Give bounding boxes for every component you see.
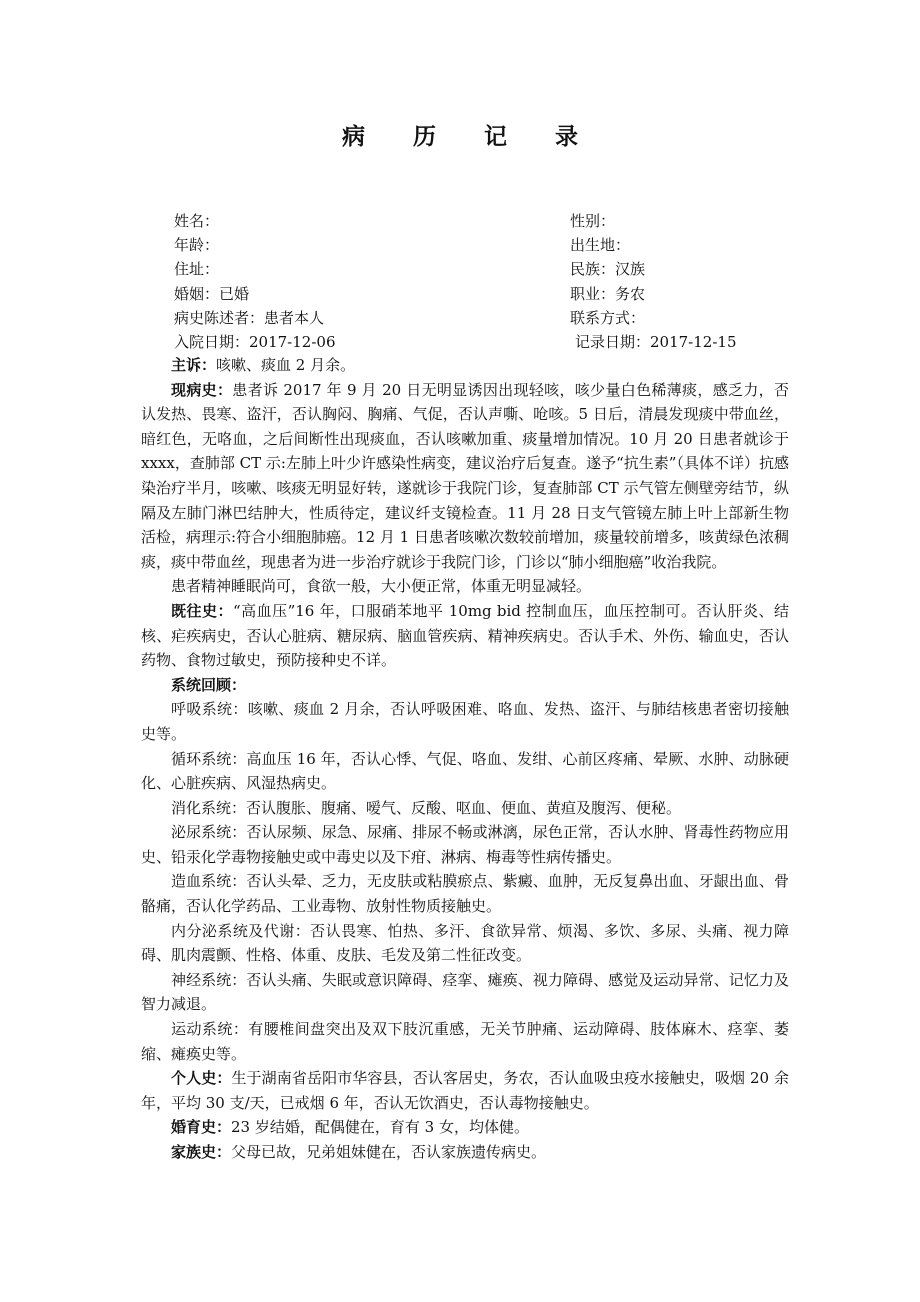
system-review-heading: 系统回顾： bbox=[171, 675, 247, 694]
marital-history-label: 婚育史： bbox=[171, 1118, 232, 1137]
patient-info-block bbox=[174, 209, 794, 354]
info-row bbox=[174, 233, 794, 257]
chief-complaint bbox=[141, 353, 789, 378]
respiratory-system: 呼吸系统：咳嗽、痰血 2 月余，否认呼吸困难、咯血、发热、盗汗、与肺结核患者密切接触史等。 bbox=[141, 700, 789, 743]
marriage-field: 婚姻：已婚 bbox=[174, 284, 250, 303]
record-date-field: 记录日期：2017-12-15 bbox=[575, 332, 737, 351]
present-illness bbox=[141, 378, 789, 575]
personal-history-text: 生于湖南省岳阳市华容县，否认客居史，务农，否认血吸虫疫水接触史，吸烟 20 余年，平均 30 支/天，已戒烟 6 年，否认无饮酒史，否认毒物接触史。 bbox=[141, 1069, 789, 1112]
past-history bbox=[141, 599, 789, 673]
info-row bbox=[174, 209, 794, 233]
marital-history bbox=[141, 1115, 789, 1140]
hematopoietic-system: 造血系统：否认头晕、乏力，无皮肤或粘膜瘀点、紫癜、血肿，无反复鼻出血、牙龈出血、骨骼痛，否认化学药品、工业毒物、放射性物质接触史。 bbox=[141, 872, 789, 916]
occupation-field: 职业：务农 bbox=[570, 284, 646, 303]
digestive-system: 消化系统：否认腹胀、腹痛、嗳气、反酸、呕血、便血、黄疸及腹泻、便秘。 bbox=[171, 798, 682, 817]
general-condition: 患者精神睡眠尚可，食欲一般，大小便正常，体重无明显减轻。 bbox=[171, 577, 592, 596]
admission-date-field: 入院日期：2017-12-06 bbox=[174, 332, 336, 351]
family-history-label: 家族史： bbox=[171, 1143, 232, 1161]
info-row bbox=[174, 306, 794, 330]
name-field: 姓名： bbox=[174, 212, 220, 230]
circulatory-system: 循环系统：高血压 16 年，否认心悸、气促、咯血、发绀、心前区疼痛、晕厥、水肿、动脉硬化、心脏疾病、风湿热病史。 bbox=[141, 749, 789, 793]
birthplace-field: 出生地： bbox=[570, 236, 631, 255]
info-row bbox=[174, 330, 794, 354]
endocrine-system: 内分泌系统及代谢：否认畏寒、怕热、多汗、食欲异常、烦渴、多饮、多尿、头痛、视力障碍、肌肉震颤、性格、体重、皮肤、毛发及第二性征改变。 bbox=[141, 921, 789, 965]
address-field: 住址： bbox=[174, 260, 220, 279]
personal-history bbox=[141, 1066, 789, 1115]
past-history-label: 既往史： bbox=[171, 601, 233, 620]
informant-field: 病史陈述者：患者本人 bbox=[174, 308, 325, 327]
record-body bbox=[141, 353, 789, 1165]
marital-history-text: 23 岁结婚，配偶健在，育有 3 女，均体健。 bbox=[231, 1118, 529, 1137]
chief-complaint-label: 主诉： bbox=[171, 356, 217, 374]
info-row bbox=[174, 282, 794, 306]
motor-system: 运动系统：有腰椎间盘突出及双下肢沉重感，无关节肿痛、运动障碍、肢体麻木、痉挛、萎缩、瘫痪史等。 bbox=[141, 1020, 789, 1063]
present-illness-label: 现病史： bbox=[171, 380, 233, 399]
gender-field: 性别： bbox=[570, 212, 616, 230]
age-field: 年龄： bbox=[174, 236, 220, 255]
present-illness-text: 患者诉 2017 年 9 月 20 日无明显诱因出现轻咳，咳少量白色稀薄痰，感乏力，否认发热、畏寒、盗汗，否认胸闷、胸痛、气促，否认声嘶、呛咳。5 日后，清晨发现痰中带血丝，暗红色，无咯血，之后间断性出现痰血，否认咳嗽加重、痰量增加情况。10 月 20 日患者就诊于 xxxx，查肺部 CT 示:左肺上叶少许感染性病变，建议治疗后复查。遂予“抗生素”（具体不详）抗感染治疗半月，咳嗽、咳痰无明显好转，遂就诊于我院门诊，复查肺部 CT 示气管左侧壁旁结节，纵隔及左肺门淋巴结肿大，性质待定，建议纤支镜检查。11 月 28 日支气管镜左肺上叶上部新生物活检，病理示:符合小细胞肺癌。12 月 1 日患者咳嗽次数较前增加，痰量较前增多，咳黄绿色浓稠痰，痰中带血丝，现患者为进一步治疗就诊于我院门诊，门诊以“肺小细胞癌”收治我院。 bbox=[141, 380, 789, 571]
page-title: 病 历 记 录 bbox=[341, 124, 599, 150]
urinary-system: 泌尿系统：否认尿频、尿急、尿痛、排尿不畅或淋漓，尿色正常，否认水肿、肾毒性药物应用史、铅汞化学毒物接触史或中毒史以及下疳、淋病、梅毒等性病传播史。 bbox=[141, 823, 789, 866]
personal-history-label: 个人史： bbox=[171, 1069, 232, 1088]
info-row bbox=[174, 257, 794, 281]
ethnicity-field: 民族：汉族 bbox=[570, 260, 646, 279]
nervous-system: 神经系统：否认头痛、失眠或意识障碍、痉挛、瘫痪、视力障碍、感觉及运动异常、记忆力及智力减退。 bbox=[141, 970, 789, 1014]
family-history-text: 父母已故，兄弟姐妹健在，否认家族遗传病史。 bbox=[231, 1143, 547, 1161]
chief-complaint-text: 咳嗽、痰血 2 月余。 bbox=[216, 356, 356, 374]
contact-field: 联系方式： bbox=[570, 308, 646, 327]
past-history-text: “高血压”16 年，口服硝苯地平 10mg bid 控制血压，血压控制可。否认肝炎、结核、疟疾病史，否认心脏病、糖尿病、脑血管疾病、精神疾病史。否认手术、外伤、输血史，否认药物、食物过敏史，预防接种史不详。 bbox=[141, 601, 789, 670]
family-history bbox=[141, 1140, 789, 1165]
